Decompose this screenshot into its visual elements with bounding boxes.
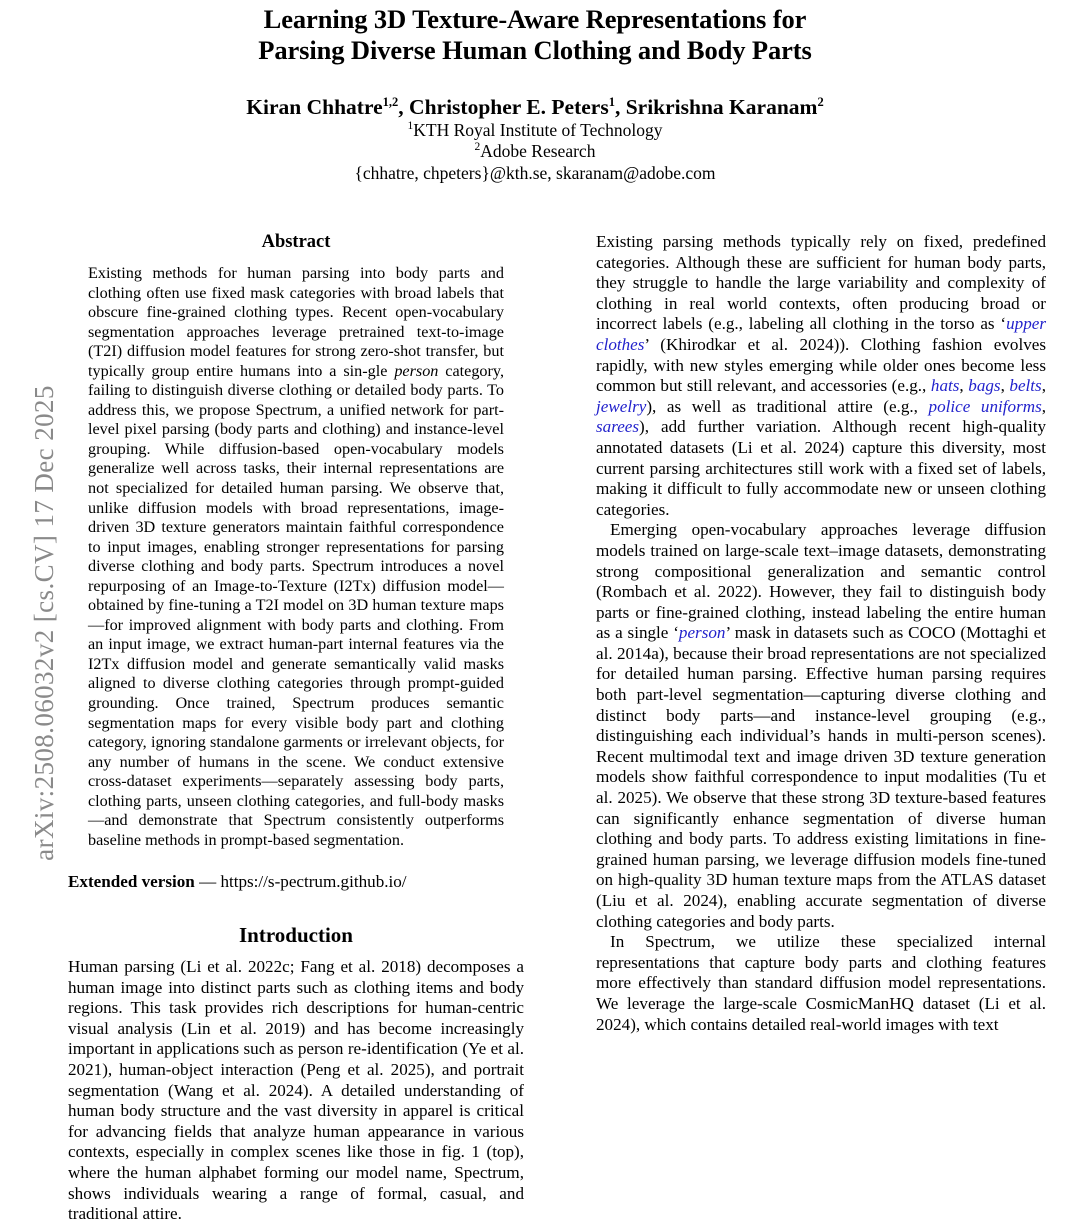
abstract-text-part-2: category, failing to distinguish diverse clothing or detailed body parts. To address this, we propose Spectrum, a unified network for part-level pixel parsing (body parts and clothing) and instance-level grouping. While diffusion-based open-vocabulary models generalize well across tasks, their internal representations are not specialized for detailed human parsing. We observe that, unlike diffusion models with broad representations, image-driven 3D texture generators maintain faithful correspondence to input images, enabling stronger representations for parsing diverse clothing and body parts. Spectrum introduces a novel repurposing of an Image-to-Texture (I2Tx) diffusion model—obtained by fine-tuning a T2I model on 3D human texture maps—for improved alignment with body parts and clothing. From an input image, we extract human-part internal features via the I2Tx diffusion model and generate semantically valid masks aligned to diverse clothing categories through prompt-guided grounding. Once trained, Spectrum produces semantic segmentation maps for every visible body part and clothing category, ignoring standalone garments or irrelevant objects, for any number of humans in the scene. We conduct extensive cross-dataset experiments—separately assessing body parts, clothing parts, unseen clothing categories, and full-body masks—and demonstrate that Spectrum consistently outperforms baseline methods in prompt-based segmentation.	[88, 361, 505, 849]
highlight-belts: belts	[1009, 376, 1042, 396]
author-separator-1: ,	[398, 95, 410, 119]
highlight-upper-clothes: upper clothes	[596, 314, 1046, 354]
p3-text-a: Emerging open-vocabulary approaches leverage diffusion models trained on large-scale text–image datasets, demonstrating strong compositional generalization and semantic control (Rombach et al. 2022). However, they fail to distinguish body parts or fine-grained clothing, instead labeling the entire human as a single ‘	[596, 520, 1046, 643]
affiliation-2-name: Adobe Research	[480, 141, 596, 161]
p2-text-d: ,	[1000, 376, 1010, 396]
title-line-2: Parsing Diverse Human Clothing and Body Parts	[258, 35, 812, 65]
highlight-sarees: sarees	[596, 417, 640, 437]
p2-text-c: ,	[959, 376, 969, 396]
paper-header	[0, 0, 1070, 184]
p2-text-e: ,	[1041, 376, 1046, 396]
title-line-1: Learning 3D Texture-Aware Representations for	[263, 4, 807, 34]
highlight-hats: hats	[930, 376, 960, 396]
affiliation-1-name: KTH Royal Institute of Technology	[413, 120, 663, 140]
author-1-name: Kiran Chhatre	[246, 95, 383, 119]
affiliation-1	[0, 120, 1070, 141]
highlight-police-uniforms: police uniforms	[928, 396, 1042, 416]
arxiv-stamp: arXiv:2508.06032v2 [cs.CV] 17 Dec 2025	[28, 385, 59, 861]
right-column	[596, 232, 1046, 1035]
abstract-heading: Abstract	[261, 232, 331, 252]
left-column	[68, 232, 524, 1225]
author-1-affiliation-marker: 1,2	[382, 94, 399, 109]
affiliation-2	[0, 141, 1070, 162]
affiliation-1-marker: 1	[407, 120, 414, 133]
p3-text-b: ’ mask in datasets such as COCO (Mottaghi et al. 2014a), because their broad representations are not specialized for detailed human parsing. Effective human parsing requires both part-level segmentation—capturing diverse clothing and distinct body parts—and instance-level grouping (e.g., distinguishing each individual’s hands in multi-person scenes). Recent multimodal text and image driven 3D texture generation models show faithful correspondence to input modalities (Tu et al. 2025). We observe that these strong 3D texture-based features can significantly enhance segmentation of diverse human clothing and body parts. To address existing limitations in fine-grained human parsing, we leverage diffusion models fine-tuned on high-quality 3D human texture maps from the ATLAS dataset (Liu et al. 2024), enabling accurate segmentation of diverse clothing categories and body parts.	[596, 623, 1046, 931]
p2-text-a: Existing parsing methods typically rely on fixed, predefined categories. Although these are sufficient for human body parts, they struggle to handle the large variability and complexity of clothing in real world contexts, often producing broad or incorrect labels (e.g., labeling all clothing in the torso as ‘	[596, 232, 1046, 334]
author-separator-2: ,	[614, 95, 626, 119]
author-2-affiliation-marker: 1	[608, 94, 615, 109]
introduction-paragraph-1: Human parsing (Li et al. 2022c; Fang et al. 2018) decomposes a human image into distinct parts such as clothing items and body regions. This task provides rich descriptions for human-centric visual analysis (Lin et al. 2019) and has become increasingly important in applications such as person re-identification (Ye et al. 2021), human-object interaction (Peng et al. 2025), and portrait segmentation (Wang et al. 2024). A detailed understanding of human body structure and the vast diversity in apparel is critical for advancing fields that analyze human appearance in various contexts, especially in complex scenes like those in fig. 1 (top), where the human alphabet forming our model name, Spectrum, shows individuals wearing a range of formal, casual, and traditional attire.	[68, 957, 524, 1224]
p2-text-h: ), add further variation. Although recent high-quality annotated datasets (Li et al. 2024) capture this diversity, most current parsing architectures still work with a fixed set of labels, making it difficult to fully accommodate new or unseen clothing categories.	[596, 417, 1046, 519]
introduction-paragraph-4: In Spectrum, we utilize these specialized internal representations that capture body parts and clothing features more effectively than standard diffusion model representations. We leverage the large-scale CosmicManHQ dataset (Li et al. 2024), which contains detailed real-world images with text	[596, 932, 1046, 1034]
abstract-text-part-1: Existing methods for human parsing into body parts and clothing often use fixed mask categories with broad labels that obscure fine-grained clothing types. Recent open-vocabulary segmentation approaches leverage pretrained text-to-image (T2I) diffusion model features for strong zero-shot transfer, but typically group entire humans into a sin-gle	[88, 264, 504, 380]
author-3-affiliation-marker: 2	[817, 94, 824, 109]
author-list	[0, 94, 1070, 120]
extended-version-note	[68, 872, 524, 893]
extended-version-url[interactable]: https://s-pectrum.github.io/	[220, 872, 407, 892]
highlight-jewelry: jewelry	[596, 396, 647, 416]
contact-emails: {chhatre, chpeters}@kth.se, skaranam@adobe.com	[354, 163, 716, 183]
highlight-person: person	[678, 623, 726, 643]
abstract-emphasis-person: person	[394, 361, 439, 380]
abstract-text	[88, 264, 504, 850]
p2-text-f: ), as well as traditional attire (e.g.,	[646, 396, 929, 416]
introduction-paragraph-2	[596, 232, 1046, 520]
introduction-paragraph-3	[596, 520, 1046, 932]
author-3-name: Srikrishna Karanam	[625, 95, 818, 119]
affiliation-2-marker: 2	[474, 141, 481, 154]
introduction-heading: Introduction	[239, 923, 353, 947]
extended-version-label: Extended version	[68, 872, 195, 892]
p2-text-g: ,	[1041, 396, 1046, 416]
p2-text-b: ’ (Khirodkar et al. 2024)). Clothing fashion evolves rapidly, with new styles emerging while older ones become less common but still relevant, and accessories (e.g.,	[596, 334, 1046, 396]
author-2-name: Christopher E. Peters	[409, 95, 609, 119]
highlight-bags: bags	[968, 376, 1001, 396]
extended-version-dash: —	[194, 872, 221, 892]
page-title	[110, 4, 960, 66]
